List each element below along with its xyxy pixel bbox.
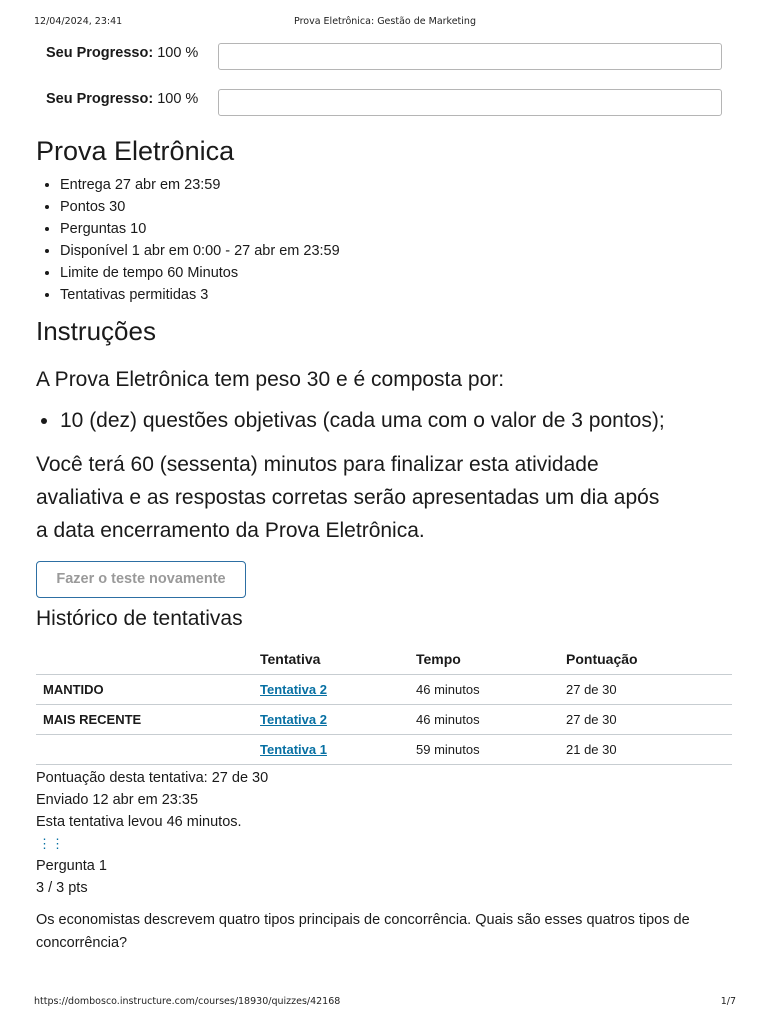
attempt-status: MAIS RECENTE bbox=[36, 704, 260, 734]
detail-questions: • Perguntas 10 bbox=[60, 218, 732, 240]
progress-bar bbox=[218, 43, 722, 70]
quiz-title: Prova Eletrônica bbox=[36, 136, 235, 166]
question-points: 3 / 3 pts bbox=[36, 879, 88, 896]
table-row bbox=[36, 674, 732, 704]
attempt-status: MANTIDO bbox=[36, 674, 260, 704]
column-header-time: Tempo bbox=[416, 644, 566, 674]
progress-label: Seu Progresso: bbox=[46, 45, 154, 61]
detail-due: • Entrega 27 abr em 23:59 bbox=[60, 174, 732, 196]
progress-value: 100 % bbox=[157, 45, 199, 61]
table-header-row bbox=[36, 644, 732, 674]
instructions-line: Você terá 60 (sessenta) minutos para finalizar esta atividade bbox=[36, 453, 599, 476]
attempt-time: 46 minutos bbox=[416, 674, 566, 704]
attempt-submitted-text: Enviado 12 abr em 23:35 bbox=[36, 791, 199, 808]
attempt-summary bbox=[36, 767, 732, 833]
instructions-line: avaliativa e as respostas corretas serão apresentadas um dia após bbox=[36, 486, 660, 509]
progress-text-1 bbox=[46, 45, 198, 61]
progress-bar bbox=[218, 89, 722, 116]
retake-quiz-button[interactable]: Fazer o teste novamente bbox=[36, 561, 246, 598]
column-header-score: Pontuação bbox=[566, 644, 732, 674]
question-title: Pergunta 1 bbox=[36, 857, 107, 874]
detail-available: • Disponível 1 abr em 0:00 - 27 abr em 23:59 bbox=[60, 240, 732, 262]
attempt-link[interactable]: Tentativa 2 bbox=[260, 711, 327, 727]
progress-label: Seu Progresso: bbox=[46, 91, 154, 107]
attempt-duration-text: Esta tentativa levou 46 minutos. bbox=[36, 813, 242, 830]
print-page-title: Prova Eletrônica: Gestão de Marketing bbox=[294, 16, 476, 27]
attempt-link[interactable]: Tentativa 2 bbox=[260, 681, 327, 697]
detail-time-limit: • Limite de tempo 60 Minutos bbox=[60, 262, 732, 284]
table-row bbox=[36, 734, 732, 764]
question-header bbox=[36, 855, 732, 899]
instructions-body bbox=[36, 348, 694, 547]
attempt-cell bbox=[260, 704, 416, 734]
print-page-number: 1/7 bbox=[720, 996, 736, 1007]
instructions-list bbox=[36, 406, 694, 436]
instructions-line: a data encerramento da Prova Eletrônica. bbox=[36, 519, 425, 542]
detail-allowed-attempts: • Tentativas permitidas 3 bbox=[60, 284, 732, 306]
progress-row-1 bbox=[36, 40, 732, 86]
attempt-status bbox=[36, 734, 260, 764]
attempt-cell bbox=[260, 674, 416, 704]
instructions-intro: A Prova Eletrônica tem peso 30 e é composta por: bbox=[36, 368, 505, 391]
drag-handle-icon[interactable]: ⋮⋮ bbox=[38, 835, 64, 851]
question-text: Os economistas descrevem quatro tipos principais de concorrência. Quais são esses quatros tipos de concorrência? bbox=[36, 911, 690, 951]
column-header-status bbox=[36, 644, 260, 674]
progress-text-2 bbox=[46, 91, 198, 107]
column-header-attempt: Tentativa bbox=[260, 644, 416, 674]
attempt-link[interactable]: Tentativa 1 bbox=[260, 741, 327, 757]
attempt-time: 46 minutos bbox=[416, 704, 566, 734]
instructions-heading: Instruções bbox=[36, 316, 156, 346]
instructions-paragraph bbox=[36, 448, 694, 547]
attempt-score: 27 de 30 bbox=[566, 674, 732, 704]
progress-row-2 bbox=[36, 86, 732, 132]
print-footer bbox=[34, 996, 736, 1010]
instructions-bullet: • 10 (dez) questões objetivas (cada uma com o valor de 3 pontos); bbox=[60, 406, 694, 436]
main-content bbox=[36, 40, 732, 955]
print-header bbox=[34, 16, 736, 30]
print-url: https://dombosco.instructure.com/courses/18930/quizzes/42168 bbox=[34, 996, 341, 1007]
attempt-score: 27 de 30 bbox=[566, 704, 732, 734]
attempt-history-table bbox=[36, 644, 732, 765]
table-row bbox=[36, 704, 732, 734]
attempt-score-text: Pontuação desta tentativa: 27 de 30 bbox=[36, 769, 269, 786]
attempt-score: 21 de 30 bbox=[566, 734, 732, 764]
attempt-time: 59 minutos bbox=[416, 734, 566, 764]
attempt-history-heading: Histórico de tentativas bbox=[36, 607, 243, 630]
print-datetime: 12/04/2024, 23:41 bbox=[34, 16, 123, 27]
detail-points: • Pontos 30 bbox=[60, 196, 732, 218]
progress-value: 100 % bbox=[157, 91, 199, 107]
attempt-cell bbox=[260, 734, 416, 764]
quiz-details bbox=[36, 174, 732, 306]
